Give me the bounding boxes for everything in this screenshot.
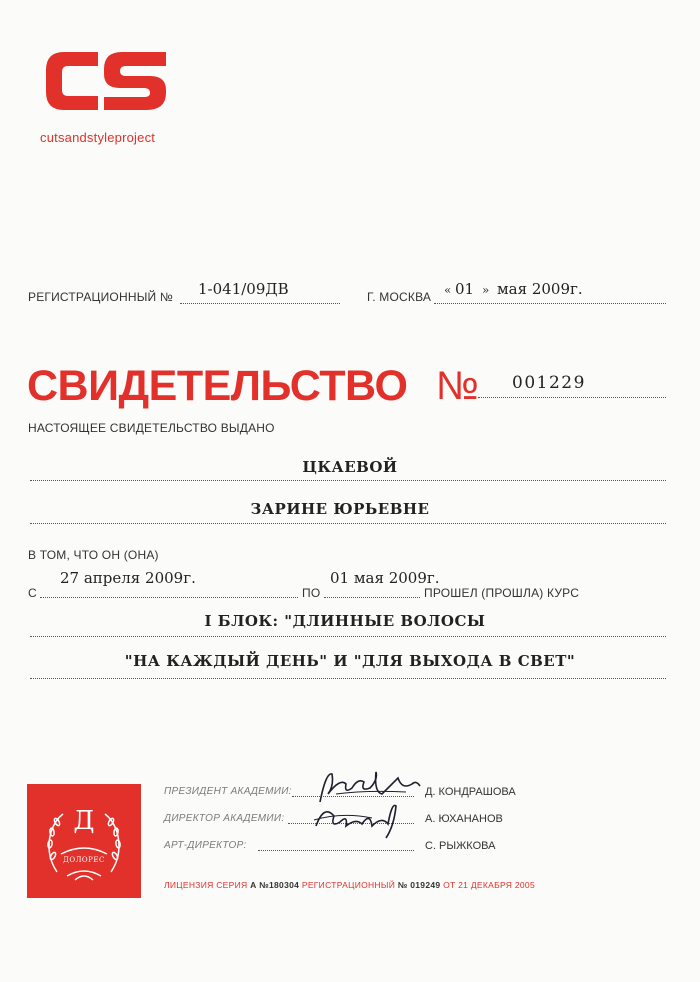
from-label: С [28, 586, 37, 600]
registration-day: 01 [455, 280, 475, 298]
issued-to-label: НАСТОЯЩЕЕ СВИДЕТЕЛЬСТВО ВЫДАНО [28, 421, 275, 435]
signature-name-president: Д. КОНДРАШОВА [425, 786, 516, 798]
from-date-line [40, 597, 298, 598]
recipient-given-names: ЗАРИНЕ ЮРЬЕВНЕ [250, 500, 430, 518]
logo-tagline: cutsandstyleproject [40, 130, 156, 145]
license-reg-label: РЕГИСТРАЦИОННЫЙ [301, 880, 396, 890]
course-label: ПРОШЕЛ (ПРОШЛА) КУРС [424, 586, 580, 600]
that-label: В ТОМ, ЧТО ОН (ОНА) [28, 548, 159, 562]
course-line-1-rule [30, 636, 666, 637]
date-line [434, 303, 666, 304]
signature-role-art-director: АРТ-ДИРЕКТОР: [164, 840, 247, 851]
from-date: 27 апреля 2009г. [60, 569, 196, 587]
course-line-2: "НА КАЖДЫЙ ДЕНЬ" И "ДЛЯ ВЫХОДА В СВЕТ" [124, 652, 576, 670]
seal-text: ДОЛОРЕС [63, 856, 105, 864]
license-date: ОТ 21 ДЕКАБРЯ 2005 [443, 880, 535, 890]
handwritten-signature-director [312, 796, 422, 842]
registration-month-year: мая 2009г. [497, 280, 583, 298]
license-line [164, 880, 535, 890]
laurel-wreath-icon [27, 784, 141, 898]
course-line-1: I БЛОК: "ДЛИННЫЕ ВОЛОСЫ [204, 612, 486, 630]
registration-number: 1-041/09ДВ [198, 280, 289, 298]
signature-line-art-director [258, 850, 414, 851]
certificate-number-sign: № [436, 364, 479, 408]
to-date-line [324, 597, 420, 598]
academy-seal [27, 784, 141, 898]
license-reg-number: № 019249 [397, 880, 441, 890]
surname-line [30, 480, 666, 481]
registration-day-close-quote: » [482, 283, 490, 297]
recipient-surname: ЦКАЕВОЙ [302, 458, 398, 476]
to-date: 01 мая 2009г. [330, 569, 440, 587]
seal-letter: Д [73, 806, 95, 836]
signature-name-art-director: С. РЫЖКОВА [425, 840, 496, 852]
to-label: ПО [302, 586, 321, 600]
license-prefix: ЛИЦЕНЗИЯ СЕРИЯ [164, 880, 248, 890]
given-names-line [30, 523, 666, 524]
registration-label: РЕГИСТРАЦИОННЫЙ № [28, 290, 173, 304]
signature-role-director: ДИРЕКТОР АКАДЕМИИ: [164, 813, 285, 824]
signature-role-president: ПРЕЗИДЕНТ АКАДЕМИИ: [164, 786, 292, 797]
certificate-title: СВИДЕТЕЛЬСТВО [27, 362, 408, 410]
logo [38, 42, 188, 152]
city-label: Г. МОСКВА [367, 290, 432, 304]
certificate-number: 001229 [512, 373, 586, 393]
course-line-2-rule [30, 678, 666, 679]
cs-logo-icon [38, 42, 170, 120]
license-series-number: А №180304 [250, 880, 300, 890]
certificate-number-line [478, 397, 666, 398]
registration-day-open-quote: « [444, 283, 452, 297]
registration-number-line [180, 303, 340, 304]
signature-name-director: А. ЮХАНАНОВ [425, 813, 503, 825]
